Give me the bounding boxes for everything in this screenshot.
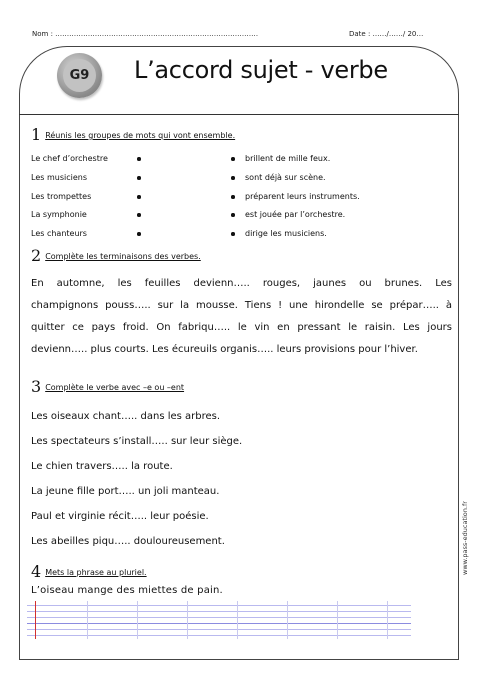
match-right-item: dirige les musiciens. <box>245 229 327 238</box>
exercise-line: Paul et virginie récit….. leur poésie. <box>31 511 209 522</box>
section-3-heading <box>31 377 184 396</box>
match-right-item: est jouée par l’orchestre. <box>245 210 346 219</box>
match-left-item: Les chanteurs <box>31 229 87 238</box>
match-dot-right[interactable] <box>231 157 235 161</box>
match-left-item: Les musiciens <box>31 173 87 182</box>
exercise-line: Les oiseaux chant….. dans les arbres. <box>31 411 221 422</box>
section-2-label: Complète les terminaisons des verbes. <box>45 252 201 261</box>
match-dot-left[interactable] <box>137 213 141 217</box>
match-left-item: Le chef d’orchestre <box>31 154 108 163</box>
match-dot-right[interactable] <box>231 176 235 180</box>
paragraph-line: devienn….. plus courts. Les écureuils organis….. leurs provisions pour l’hiver. <box>31 344 418 355</box>
section-2-heading <box>31 246 201 265</box>
section-3-label: Complète le verbe avec –e ou –ent <box>45 383 185 392</box>
exercise-line: Le chien travers….. la route. <box>31 461 173 472</box>
paragraph-line: quitter ce pays froid. On fabriqu….. le vin en pressant le raisin. Les jours <box>31 322 452 333</box>
match-dot-right[interactable] <box>231 195 235 199</box>
page-title: L’accord sujet - verbe <box>134 56 388 84</box>
match-right-item: sont déjà sur scène. <box>245 173 326 182</box>
paragraph-line: En automne, les feuilles devienn….. rouges, jaunes ou brunes. Les <box>31 278 452 289</box>
section-1-label: Réunis les groupes de mots qui vont ensemble. <box>45 131 236 140</box>
match-dot-left[interactable] <box>137 176 141 180</box>
section-1-number: 1 <box>31 125 42 144</box>
level-badge-label: G9 <box>63 59 96 92</box>
match-dot-left[interactable] <box>137 232 141 236</box>
match-dot-right[interactable] <box>231 213 235 217</box>
match-left-item: Les trompettes <box>31 192 92 201</box>
section-1-heading <box>31 125 235 144</box>
date-field: Date : ……/……/ 20… <box>349 30 424 38</box>
match-dot-left[interactable] <box>137 157 141 161</box>
section-4-label: Mets la phrase au pluriel. <box>45 568 147 577</box>
section-4-sentence: L’oiseau mange des miettes de pain. <box>31 585 223 596</box>
site-credit: www.pass-education.fr <box>461 501 469 575</box>
header-divider <box>19 114 459 115</box>
match-left-item: La symphonie <box>31 210 87 219</box>
exercise-line: Les spectateurs s’install….. sur leur siège. <box>31 436 243 447</box>
section-4-number: 4 <box>31 562 42 581</box>
section-2-paragraph <box>31 273 452 361</box>
section-2-number: 2 <box>31 246 42 265</box>
section-4-heading <box>31 562 147 581</box>
section-3-number: 3 <box>31 377 42 396</box>
level-badge <box>57 53 102 98</box>
paragraph-line: champignons pouss….. sur la mousse. Tiens ! une hirondelle se prépar….. à <box>31 300 452 311</box>
name-field: Nom : …………………………………………………………………………… <box>32 30 259 38</box>
handwriting-area[interactable] <box>27 601 411 639</box>
match-right-item: brillent de mille feux. <box>245 154 331 163</box>
match-right-item: préparent leurs instruments. <box>245 192 360 201</box>
match-dot-right[interactable] <box>231 232 235 236</box>
exercise-line: La jeune fille port….. un joli manteau. <box>31 486 220 497</box>
match-dot-left[interactable] <box>137 195 141 199</box>
exercise-line: Les abeilles piqu….. douloureusement. <box>31 536 225 547</box>
